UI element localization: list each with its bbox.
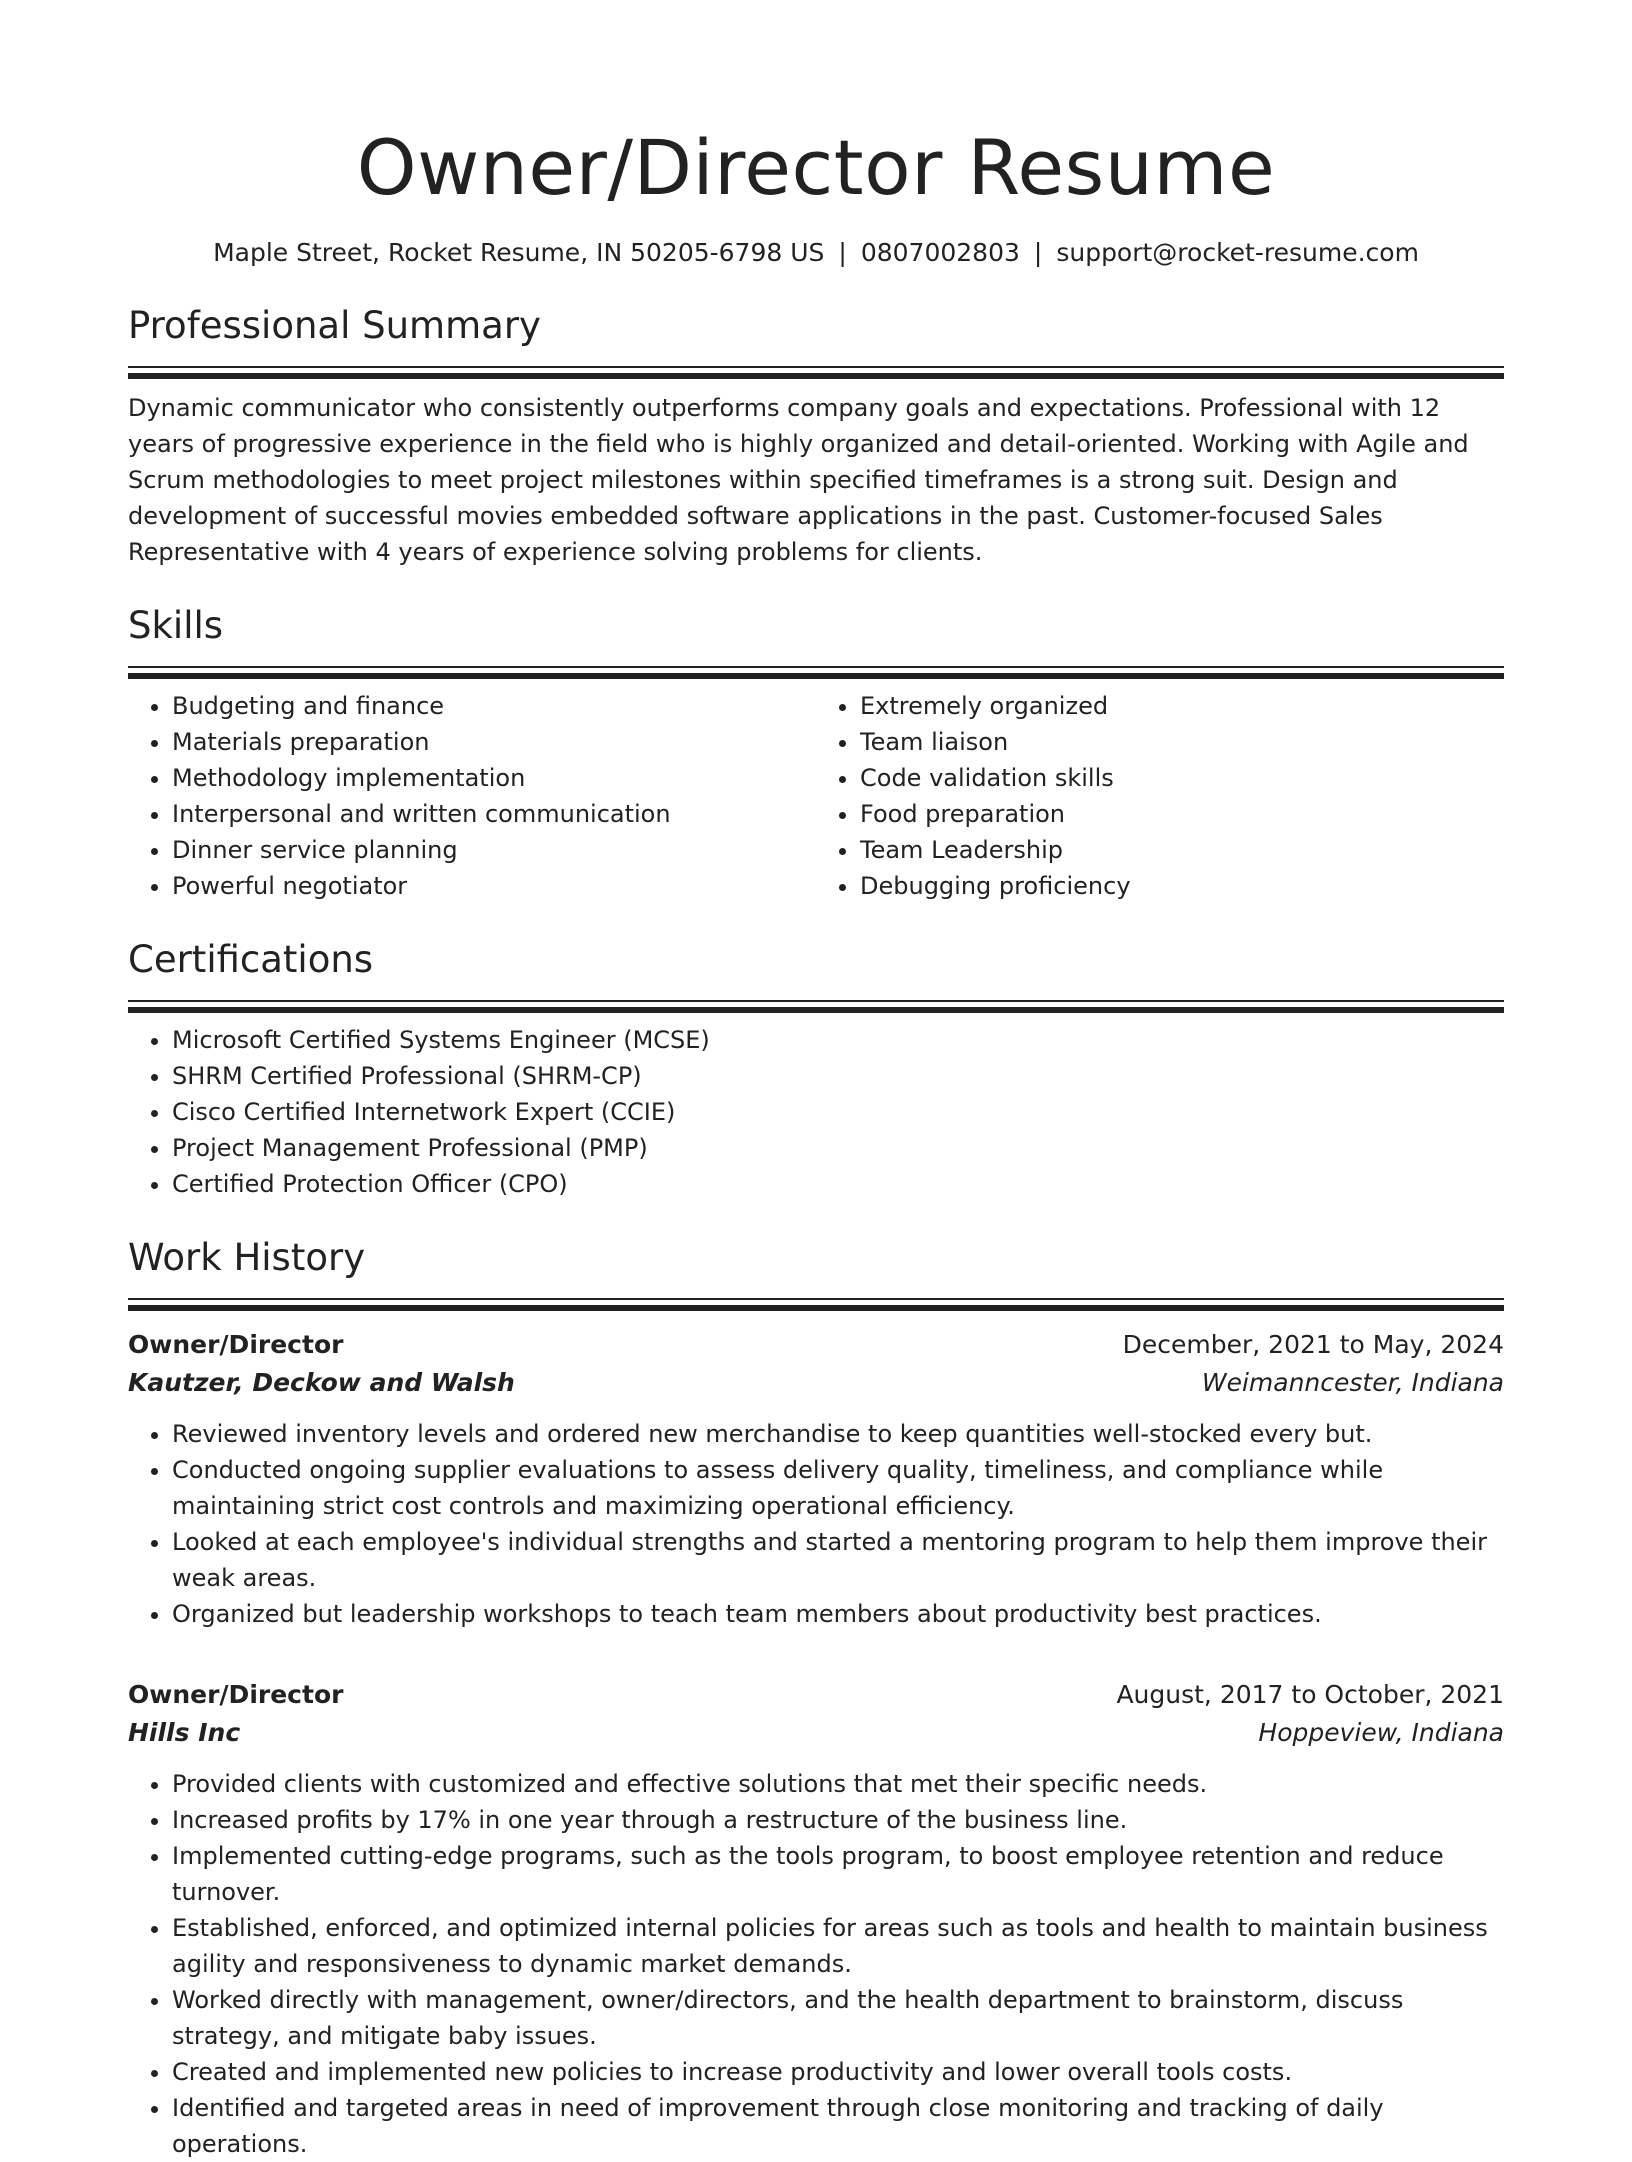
- skill-item: • Methodology implementation: [172, 760, 816, 796]
- job-entry: [128, 1676, 1504, 2162]
- job-bullet: • Implemented cutting-edge programs, such as the tools program, to boost employee retention and reduce turnover.: [172, 1838, 1504, 1910]
- certification-item: • Cisco Certified Internetwork Expert (CCIE): [172, 1094, 1504, 1130]
- section-title-skills: Skills: [128, 604, 224, 647]
- section-divider: [128, 366, 1504, 380]
- job-title: Owner/Director: [128, 1680, 344, 1709]
- contact-email[interactable]: support@rocket-resume.com: [1056, 238, 1419, 267]
- job-title: Owner/Director: [128, 1330, 344, 1359]
- job-bullet: • Reviewed inventory levels and ordered new merchandise to keep quantities well-stocked every but.: [172, 1416, 1504, 1452]
- job-company: Hills Inc: [128, 1718, 241, 1747]
- certification-item: • SHRM Certified Professional (SHRM-CP): [172, 1058, 1504, 1094]
- skill-item: • Dinner service planning: [172, 832, 816, 868]
- skill-item: • Interpersonal and written communication: [172, 796, 816, 832]
- certification-item: • Certified Protection Officer (CPO): [172, 1166, 1504, 1202]
- job-location: Weimanncester, Indiana: [1201, 1368, 1504, 1397]
- job-company-row: [128, 1714, 1504, 1752]
- skill-item: • Food preparation: [860, 796, 1504, 832]
- summary-text: Dynamic communicator who consistently outperforms company goals and expectations. Professional with 12 years of progressive experience in the field who is highly organized and detail-oriented. Working with Agile and Scrum methodologies to meet project milestones within specified timeframes is a strong suit. Design and development of successful movies embedded software applications in the past. Customer-focused Sales Representative with 4 years of experience solving problems for clients.: [128, 394, 1469, 566]
- section-title-certifications: Certifications: [128, 938, 374, 981]
- work-history-section: [128, 1234, 1504, 2162]
- job-header-row: [128, 1676, 1504, 1714]
- section-divider: [128, 1298, 1504, 1312]
- job-bullet: • Organized but leadership workshops to teach team members about productivity best practices.: [172, 1596, 1504, 1632]
- skill-item: • Code validation skills: [860, 760, 1504, 796]
- job-bullet: • Created and implemented new policies to increase productivity and lower overall tools costs.: [172, 2054, 1504, 2090]
- section-title-work-history: Work History: [128, 1236, 366, 1279]
- certification-item: • Project Management Professional (PMP): [172, 1130, 1504, 1166]
- section-divider: [128, 666, 1504, 680]
- job-location: Hoppeview, Indiana: [1258, 1718, 1504, 1747]
- skill-item: • Powerful negotiator: [172, 868, 816, 904]
- certifications-section: [128, 936, 1504, 1202]
- contact-line: [128, 236, 1504, 270]
- skill-item: • Extremely organized: [860, 688, 1504, 724]
- job-entry: [128, 1326, 1504, 1632]
- skills-section: [128, 602, 1504, 904]
- job-bullets: [128, 1416, 1504, 1632]
- job-bullet: • Provided clients with customized and effective solutions that met their specific needs.: [172, 1766, 1504, 1802]
- skills-right-list: [816, 688, 1504, 904]
- job-company: Kautzer, Deckow and Walsh: [128, 1368, 515, 1397]
- contact-address: Maple Street, Rocket Resume, IN 50205-6798 US: [213, 238, 825, 267]
- section-title-summary: Professional Summary: [128, 304, 541, 347]
- contact-separator: |: [838, 238, 847, 267]
- section-divider: [128, 1000, 1504, 1014]
- skills-columns: [128, 688, 1504, 904]
- resume-title: Owner/Director Resume: [356, 123, 1276, 212]
- job-company-row: [128, 1364, 1504, 1402]
- summary-section: [128, 302, 1504, 570]
- contact-phone: 0807002803: [860, 238, 1020, 267]
- job-dates: December, 2021 to May, 2024: [1122, 1330, 1504, 1359]
- skill-item: • Materials preparation: [172, 724, 816, 760]
- skill-item: • Budgeting and finance: [172, 688, 816, 724]
- job-bullets: [128, 1766, 1504, 2162]
- contact-separator: |: [1033, 238, 1043, 267]
- skill-item: • Debugging proficiency: [860, 868, 1504, 904]
- skills-left-list: [128, 688, 816, 904]
- certifications-list: [128, 1022, 1504, 1202]
- job-bullet: • Increased profits by 17% in one year through a restructure of the business line.: [172, 1802, 1504, 1838]
- job-bullet: • Established, enforced, and optimized internal policies for areas such as tools and health to maintain business agility and responsiveness to dynamic market demands.: [172, 1910, 1504, 1982]
- job-bullet: • Looked at each employee's individual strengths and started a mentoring program to help them improve their weak areas.: [172, 1524, 1504, 1596]
- job-bullet: • Identified and targeted areas in need of improvement through close monitoring and tracking of daily operations.: [172, 2090, 1504, 2162]
- job-header-row: [128, 1326, 1504, 1364]
- job-bullet: • Worked directly with management, owner/directors, and the health department to brainstorm, discuss strategy, and mitigate baby issues.: [172, 1982, 1504, 2054]
- certification-item: • Microsoft Certified Systems Engineer (MCSE): [172, 1022, 1504, 1058]
- job-dates: August, 2017 to October, 2021: [1116, 1680, 1504, 1709]
- skill-item: • Team Leadership: [860, 832, 1504, 868]
- job-bullet: • Conducted ongoing supplier evaluations to assess delivery quality, timeliness, and compliance while maintaining strict cost controls and maximizing operational efficiency.: [172, 1452, 1504, 1524]
- skill-item: • Team liaison: [860, 724, 1504, 760]
